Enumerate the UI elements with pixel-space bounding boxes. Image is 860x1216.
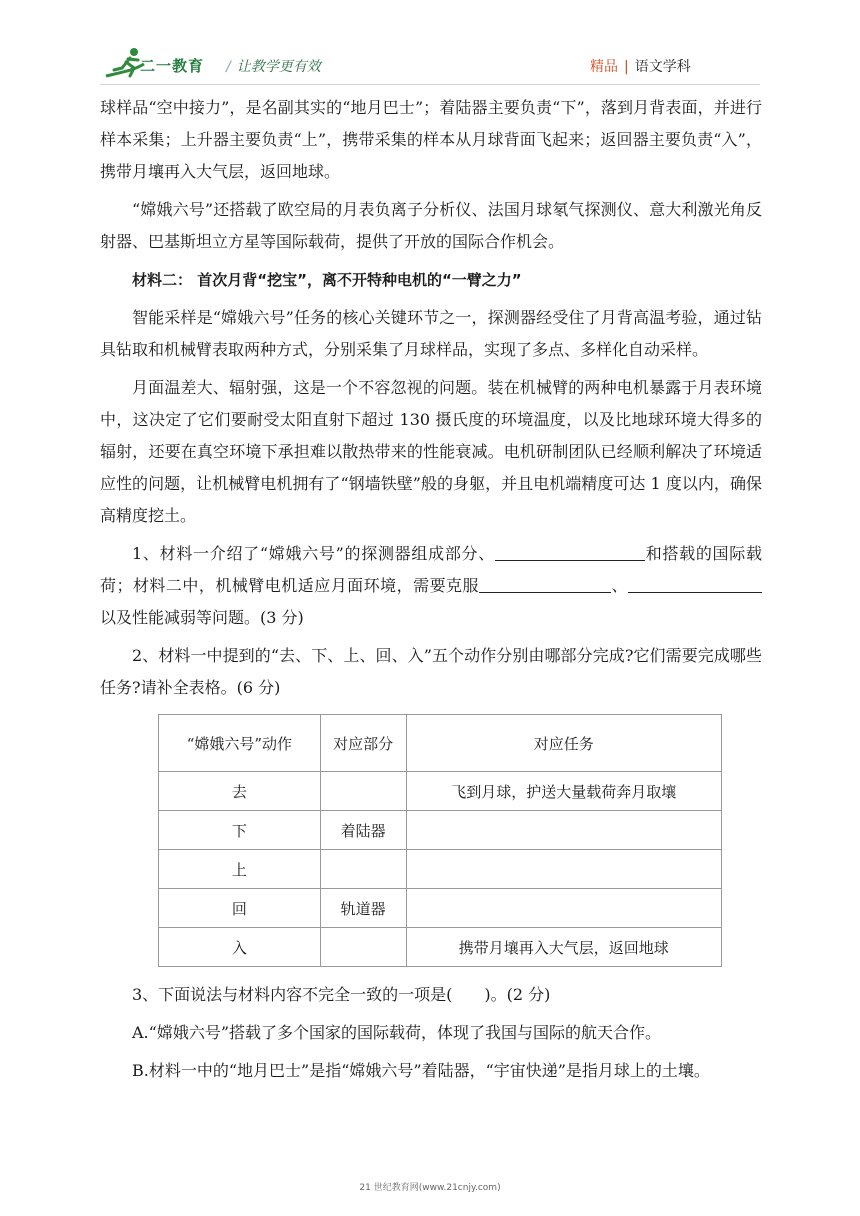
table-row [159, 811, 722, 850]
task-table [158, 714, 722, 967]
answer-blank-3a[interactable] [628, 574, 706, 593]
paragraph-3: 智能采样是“嫦娥六号”任务的核心关键环节之一，探测器经受住了月背高温考验，通过钻具钻取和机械臂表取两种方式，分别采集了月球样品，实现了多点、多样化自动采样。 [100, 308, 762, 359]
table-cell-blank[interactable] [320, 850, 406, 889]
q1-text-b: 和搭载的国际载荷；材料二中，机械臂电机适应月面环境，需要克服 [100, 544, 762, 595]
header-right: 精品 | 语文学科 [590, 59, 691, 75]
answer-blank-2[interactable] [479, 574, 611, 593]
table-cell-blank[interactable] [406, 811, 721, 850]
paragraph-2: “嫦娥六号”还搭载了欧空局的月表负离子分析仪、法国月球氡气探测仪、意大利激光角反射器、巴基斯坦立方星等国际载荷，提供了开放的国际合作机会。 [100, 200, 762, 251]
material-2-title: 材料二： 首次月背“挖宝”，离不开特种电机的“一臂之力” [132, 271, 522, 289]
table-cell: 携带月壤再入大气层，返回地球 [406, 928, 721, 967]
table-header-cell: 对应任务 [406, 715, 721, 772]
table-cell: 轨道器 [320, 889, 406, 928]
logo-text: 二一教育 [140, 57, 205, 75]
subject-label: 语文学科 [634, 59, 691, 75]
page-footer: 21 世纪教育网(www.21cnjy.com) [359, 1183, 501, 1193]
paragraph-1: 球样品“空中接力”，是名副其实的“地月巴士”；着陆器主要负责“下”，落到月背表面，并进行样本采集；上升器主要负责“上”，携带采集的样本从月球背面飞起来；返回器主要负责“入”，携带月壤再入大气层，返回地球。 [100, 98, 762, 181]
table-cell: 下 [159, 811, 321, 850]
table-cell: 入 [159, 928, 321, 967]
table-cell-blank[interactable] [320, 928, 406, 967]
table-cell-blank[interactable] [406, 889, 721, 928]
option-a: A.“嫦娥六号”搭载了多个国家的国际载荷，体现了我国与国际的航天合作。 [132, 1023, 662, 1042]
slogan-text: 让教学更有效 [236, 59, 321, 75]
table-header-row [159, 715, 722, 772]
table-header-cell: 对应部分 [320, 715, 406, 772]
page-header [0, 0, 860, 88]
document-body [100, 92, 762, 1087]
table-cell: 回 [159, 889, 321, 928]
question-3: 3、下面说法与材料内容不完全一致的一项是( )。(2 分) [132, 985, 551, 1004]
table-cell: 上 [159, 850, 321, 889]
table-row [159, 889, 722, 928]
table-header-cell: “嫦娥六号”动作 [159, 715, 321, 772]
answer-blank-1[interactable] [495, 542, 645, 561]
answer-blank-3b[interactable] [706, 574, 762, 593]
table-cell-blank[interactable] [406, 850, 721, 889]
header-divider [100, 84, 760, 85]
table-cell: 飞到月球，护送大量载荷奔月取壤 [406, 772, 721, 811]
quality-label: 精品 [590, 59, 618, 75]
q1-text-c: 、 [611, 576, 628, 595]
table-cell-blank[interactable] [320, 772, 406, 811]
q1-text-d: 以及性能减弱等问题。(3 分) [100, 608, 304, 627]
table-row [159, 772, 722, 811]
q1-text-a: 1、材料一介绍了“嫦娥六号”的探测器组成部分、 [132, 544, 495, 563]
slogan: / 让教学更有效 [226, 59, 321, 75]
option-b: B.材料一中的“地月巴士”是指“嫦娥六号”着陆器，“宇宙快递”是指月球上的土壤。 [132, 1061, 710, 1080]
table-cell: 去 [159, 772, 321, 811]
paragraph-4: 月面温差大、辐射强，这是一个不容忽视的问题。装在机械臂的两种电机暴露于月表环境中，这决定了它们要耐受太阳直射下超过 130 摄氏度的环境温度，以及比地球环境大得多的辐射，还要在真空环境下承担难以散热带来的性能衰减。电机研制团队已经顺利解决了环境适应性的问题，让机械臂电机拥有了“钢墙铁壁”般的身躯，并且电机端精度可达 1 度以内，确保高精度挖土。 [100, 378, 762, 525]
table-cell: 着陆器 [320, 811, 406, 850]
question-1 [100, 538, 762, 634]
table-row [159, 928, 722, 967]
table-row [159, 850, 722, 889]
question-2: 2、材料一中提到的“去、下、上、回、入”五个动作分别由哪部分完成?它们需要完成哪些任务?请补全表格。(6 分) [100, 646, 762, 697]
